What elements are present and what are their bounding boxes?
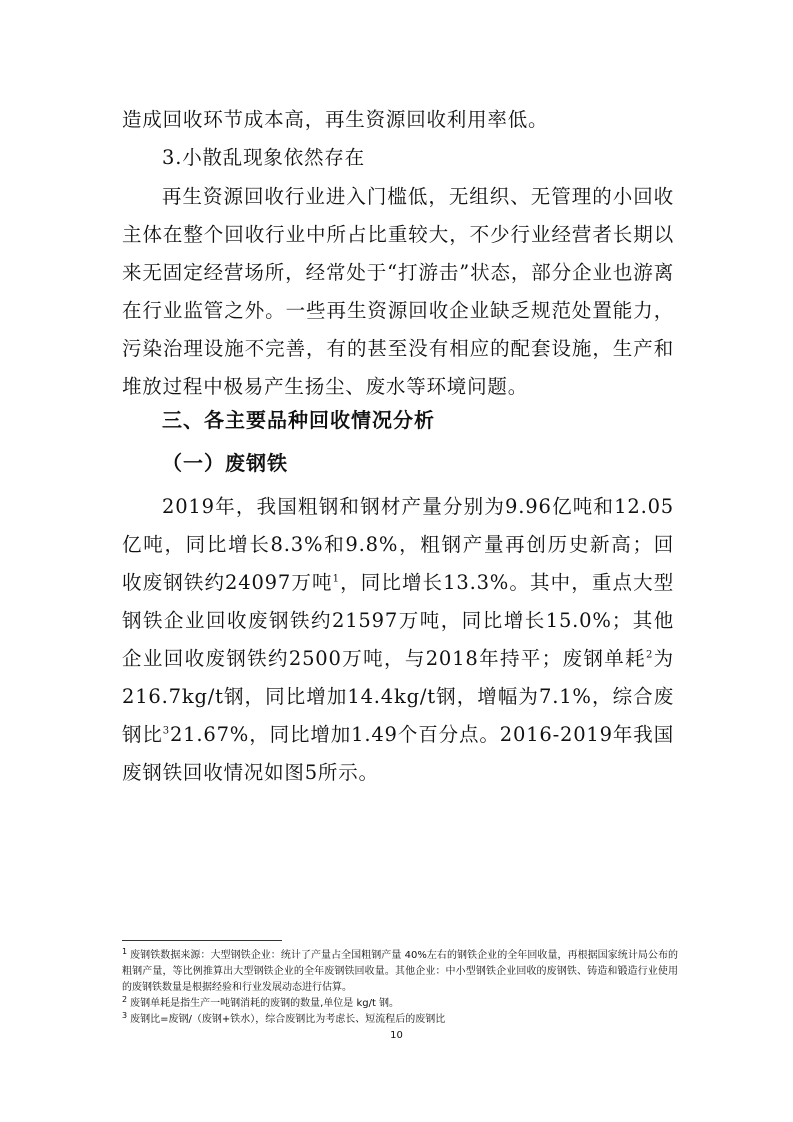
footnote-number: 2	[122, 994, 128, 1004]
section-heading: 三、各主要品种回收情况分析	[162, 408, 435, 432]
paragraph-text-part: 21.67%，同比增加1.49个百分点。2016-2019年我国废钢铁回收情况如图5所示。	[122, 723, 674, 784]
footnote-number: 1	[122, 946, 128, 956]
footnote-2	[122, 996, 678, 1012]
paragraph-industry-issues: 再生资源回收行业进入门槛低，无组织、无管理的小回收主体在整个回收行业中所占比重较大，不少行业经营者长期以来无固定经营场所，经常处于“打游击”状态，部分企业也游离在行业监管之外。一些再生资源回收企业缺乏规范处置能力，污染治理设施不完善，有的甚至没有相应的配套设施，生产和堆放过程中极易产生扬尘、废水等环境问题。	[122, 185, 674, 398]
footnote-text: 废钢铁数据来源：大型钢铁企业：统计了产量占全国粗钢产量 40%左右的钢铁企业的全年回收量，再根据国家统计局公布的粗钢产量，等比例推算出大型钢铁企业的全年废钢铁回收量。其他企业：中小型钢铁企业回收的废钢铁、铸造和锻造行业使用的废钢铁数量是根据经验和行业发展动态进行估算。	[122, 950, 678, 993]
footnote-ref-3: 3	[162, 725, 170, 737]
subheading-small-scattered: 3.小散乱现象依然存在	[162, 146, 365, 169]
page-number: 10	[390, 1030, 403, 1041]
paragraph-text-part: 2019年，我国粗钢和钢材产量分别为9.96亿吨和12.05亿吨，同比增长8.3%和9.8%，粗钢产量再创历史新高；回收废钢铁约24097万吨	[122, 495, 674, 594]
footnote-text: 废钢比=废钢/（废钢+铁水），综合废钢比为考虑长、短流程后的废钢比	[130, 1014, 446, 1025]
footnote-text: 废钢单耗是指生产一吨钢消耗的废钢的数量,单位是 kg/t 钢。	[130, 998, 400, 1009]
footnotes	[122, 948, 678, 1028]
footnote-number: 3	[122, 1010, 128, 1020]
footnote-3	[122, 1012, 678, 1028]
paragraph-scrap-steel-stats	[122, 488, 674, 792]
footnote-1	[122, 948, 678, 996]
footnote-ref-1: 1	[332, 573, 340, 585]
footnote-separator	[122, 940, 282, 941]
footnote-ref-2: 2	[645, 649, 654, 661]
paragraph-recycling-cost: 造成回收环节成本高，再生资源回收利用率低。	[122, 108, 549, 131]
subsection-heading-scrap-steel: （一）废钢铁	[162, 451, 288, 475]
paragraph-text-part: ，同比增长13.3%。其中，重点大型钢铁企业回收废钢铁约21597万吨，同比增长15.0%；其他企业回收废钢铁约2500万吨，与2018年持平；废钢单耗	[122, 571, 674, 670]
paragraph-text-part: 为216.7kg/t钢，同比增加14.4kg/t钢，增幅为7.1%，综合废钢比	[122, 647, 674, 746]
